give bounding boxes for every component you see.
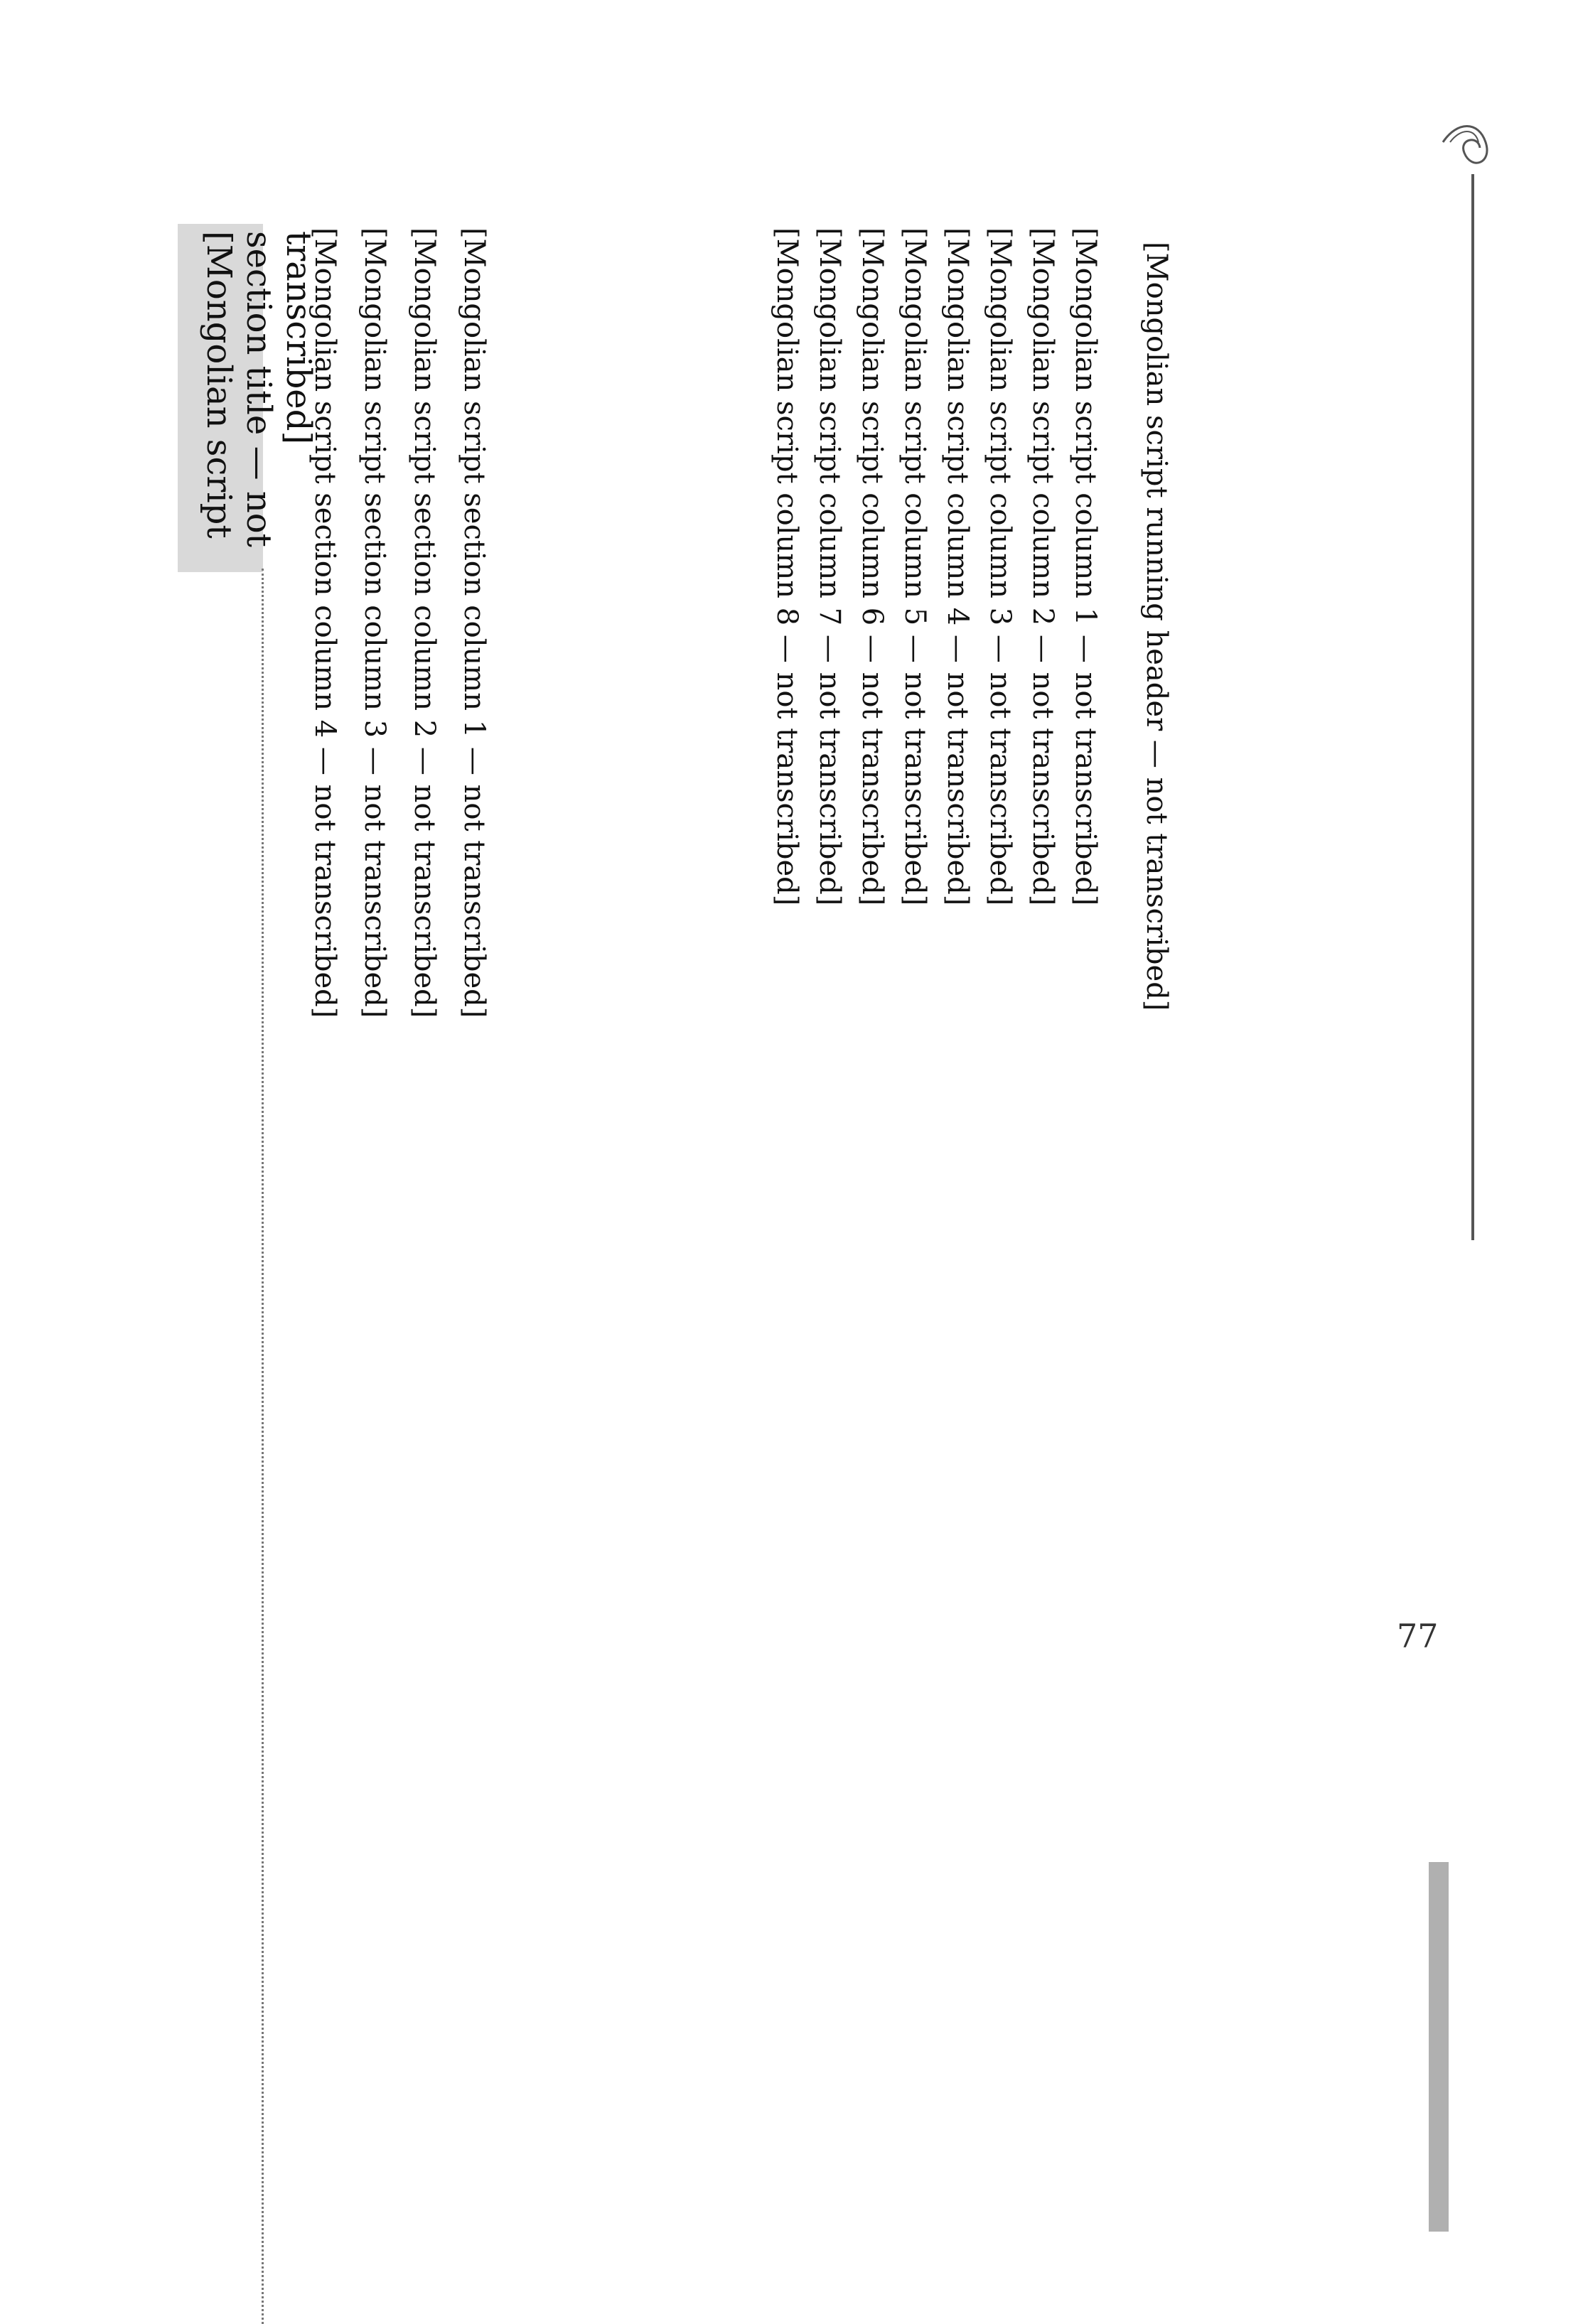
body-column-6: [Mongolian script column 6 — not transcribed] (856, 227, 889, 906)
section-column-4: [Mongolian script section column 4 — not transcribed] (308, 227, 341, 1018)
running-header: [Mongolian script running header — not transcribed] (1140, 242, 1173, 1011)
page-edge-bar (1429, 1862, 1449, 2232)
dotted-rule (262, 569, 264, 2324)
body-column-3: [Mongolian script column 3 — not transcribed] (984, 227, 1016, 906)
body-column-4: [Mongolian script column 4 — not transcribed] (941, 227, 974, 906)
body-column-8: [Mongolian script column 8 — not transcribed] (771, 227, 803, 906)
page-number: 77 (1397, 1617, 1439, 1655)
body-column-2: [Mongolian script column 2 — not transcribed] (1026, 227, 1059, 906)
section-column-1: [Mongolian script section column 1 — not transcribed] (458, 227, 490, 1018)
body-column-1: [Mongolian script column 1 — not transcribed] (1069, 227, 1102, 906)
body-column-5: [Mongolian script column 5 — not transcribed] (898, 227, 931, 906)
header-rule (1471, 174, 1474, 1240)
body-column-7: [Mongolian script column 7 — not transcribed] (813, 227, 846, 906)
header-ornament (1436, 114, 1507, 178)
section-title: [Mongolian script section title — not transcribed] (199, 231, 318, 547)
section-title-box (178, 224, 318, 572)
section-column-3: [Mongolian script section column 3 — not transcribed] (358, 227, 391, 1018)
section-column-2: [Mongolian script section column 2 — not transcribed] (408, 227, 441, 1018)
